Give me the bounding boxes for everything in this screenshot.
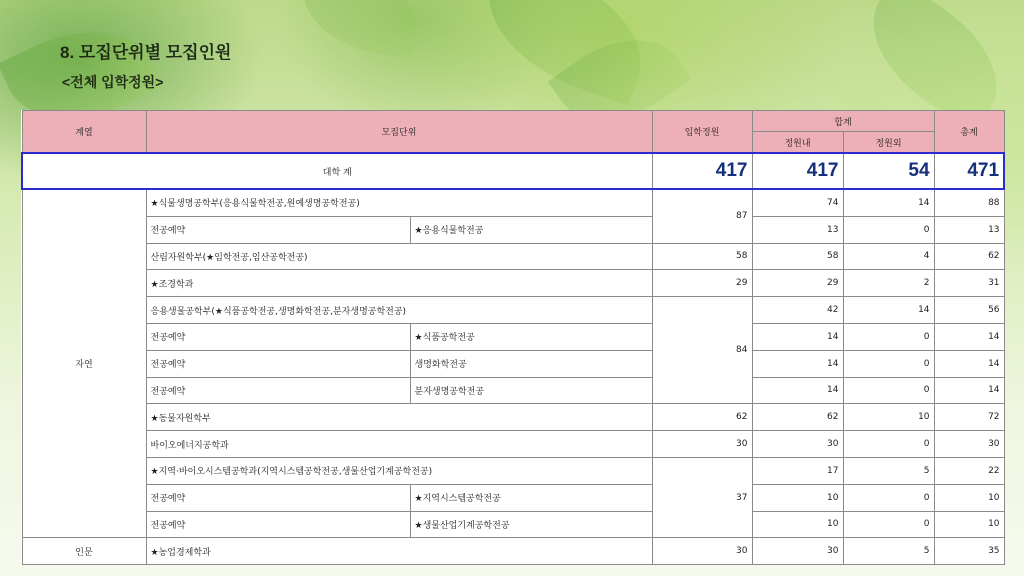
major-cell: 생명화학전공	[410, 350, 652, 377]
out-quota-cell: 0	[843, 323, 934, 350]
in-quota-cell: 17	[752, 457, 843, 484]
total-cell: 14	[934, 350, 1004, 377]
unit-cell: ★식물생명공학부(응용식물학전공,원예생명공학전공)	[146, 189, 652, 216]
in-quota-cell: 74	[752, 189, 843, 216]
table-row	[22, 243, 1004, 270]
major-cell: ★응용식물학전공	[410, 216, 652, 243]
field-nature: 자연	[22, 189, 146, 538]
field-humanities: 인문	[22, 538, 146, 565]
quota-cell: 87	[652, 189, 752, 243]
total-cell: 35	[934, 538, 1004, 565]
major-cell: ★지역시스템공학전공	[410, 484, 652, 511]
total-cell: 14	[934, 377, 1004, 404]
total-cell: 14	[934, 323, 1004, 350]
university-total-label: 대학 계	[22, 153, 652, 189]
in-quota-cell: 30	[752, 538, 843, 565]
university-total-row	[22, 153, 1004, 189]
header-total: 총계	[934, 111, 1004, 154]
in-quota-cell: 14	[752, 350, 843, 377]
table-row	[22, 323, 1004, 350]
table-row	[22, 538, 1004, 565]
quota-cell: 29	[652, 270, 752, 297]
out-quota-cell: 5	[843, 538, 934, 565]
total-cell: 31	[934, 270, 1004, 297]
unit-cell: ★농업경제학과	[146, 538, 652, 565]
admission-quota-table	[21, 110, 1005, 565]
table-row	[22, 216, 1004, 243]
table-row	[22, 484, 1004, 511]
table-row	[22, 377, 1004, 404]
unit-cell: 전공예약	[146, 511, 410, 538]
in-quota-cell: 14	[752, 377, 843, 404]
total-cell: 30	[934, 431, 1004, 458]
page-subtitle: <전체 입학정원>	[62, 74, 164, 90]
out-quota-cell: 14	[843, 189, 934, 216]
in-quota-cell: 10	[752, 511, 843, 538]
header-in-quota: 정원내	[752, 132, 843, 154]
header-sum: 합계	[752, 111, 934, 132]
major-cell: 분자생명공학전공	[410, 377, 652, 404]
header-quota: 입학정원	[652, 111, 752, 154]
out-quota-cell: 4	[843, 243, 934, 270]
university-total-out: 54	[843, 153, 934, 189]
out-quota-cell: 14	[843, 297, 934, 324]
table-row	[22, 431, 1004, 458]
leaf-decoration	[294, 0, 426, 60]
total-cell: 10	[934, 484, 1004, 511]
total-cell: 88	[934, 189, 1004, 216]
total-cell: 56	[934, 297, 1004, 324]
out-quota-cell: 0	[843, 350, 934, 377]
quota-cell: 37	[652, 457, 752, 537]
total-cell: 13	[934, 216, 1004, 243]
out-quota-cell: 0	[843, 511, 934, 538]
unit-cell: 전공예약	[146, 216, 410, 243]
in-quota-cell: 62	[752, 404, 843, 431]
quota-cell: 84	[652, 297, 752, 404]
unit-cell: 전공예약	[146, 323, 410, 350]
in-quota-cell: 14	[752, 323, 843, 350]
university-total-sum: 471	[934, 153, 1004, 189]
in-quota-cell: 42	[752, 297, 843, 324]
table-row	[22, 457, 1004, 484]
table-row	[22, 189, 1004, 216]
out-quota-cell: 0	[843, 377, 934, 404]
header-unit: 모집단위	[146, 111, 652, 154]
unit-cell: 전공예약	[146, 350, 410, 377]
total-cell: 62	[934, 243, 1004, 270]
page-title: 8. 모집단위별 모집인원	[60, 43, 232, 62]
unit-cell: 응용생물공학부(★식품공학전공,생명화학전공,분자생명공학전공)	[146, 297, 652, 324]
unit-cell: 산림자원학부(★임학전공,임산공학전공)	[146, 243, 652, 270]
quota-cell: 62	[652, 404, 752, 431]
total-cell: 10	[934, 511, 1004, 538]
university-total-in: 417	[752, 153, 843, 189]
unit-cell: ★조경학과	[146, 270, 652, 297]
quota-cell: 58	[652, 243, 752, 270]
major-cell: ★식품공학전공	[410, 323, 652, 350]
major-cell: ★생물산업기계공학전공	[410, 511, 652, 538]
unit-cell: 전공예약	[146, 377, 410, 404]
table-row	[22, 270, 1004, 297]
unit-cell: 바이오에너지공학과	[146, 431, 652, 458]
in-quota-cell: 13	[752, 216, 843, 243]
table-row	[22, 511, 1004, 538]
in-quota-cell: 10	[752, 484, 843, 511]
quota-cell: 30	[652, 431, 752, 458]
in-quota-cell: 30	[752, 431, 843, 458]
table-row	[22, 297, 1004, 324]
out-quota-cell: 5	[843, 457, 934, 484]
in-quota-cell: 29	[752, 270, 843, 297]
table-row	[22, 350, 1004, 377]
quota-cell: 30	[652, 538, 752, 565]
table-row	[22, 404, 1004, 431]
out-quota-cell: 10	[843, 404, 934, 431]
out-quota-cell: 2	[843, 270, 934, 297]
in-quota-cell: 58	[752, 243, 843, 270]
total-cell: 22	[934, 457, 1004, 484]
university-total-quota: 417	[652, 153, 752, 189]
out-quota-cell: 0	[843, 484, 934, 511]
header-out-quota: 정원외	[843, 132, 934, 154]
header-field: 계열	[22, 111, 146, 154]
unit-cell: ★지역·바이오시스템공학과(지역시스템공학전공,생물산업기계공학전공)	[146, 457, 652, 484]
out-quota-cell: 0	[843, 431, 934, 458]
unit-cell: ★동물자원학부	[146, 404, 652, 431]
out-quota-cell: 0	[843, 216, 934, 243]
unit-cell: 전공예약	[146, 484, 410, 511]
total-cell: 72	[934, 404, 1004, 431]
